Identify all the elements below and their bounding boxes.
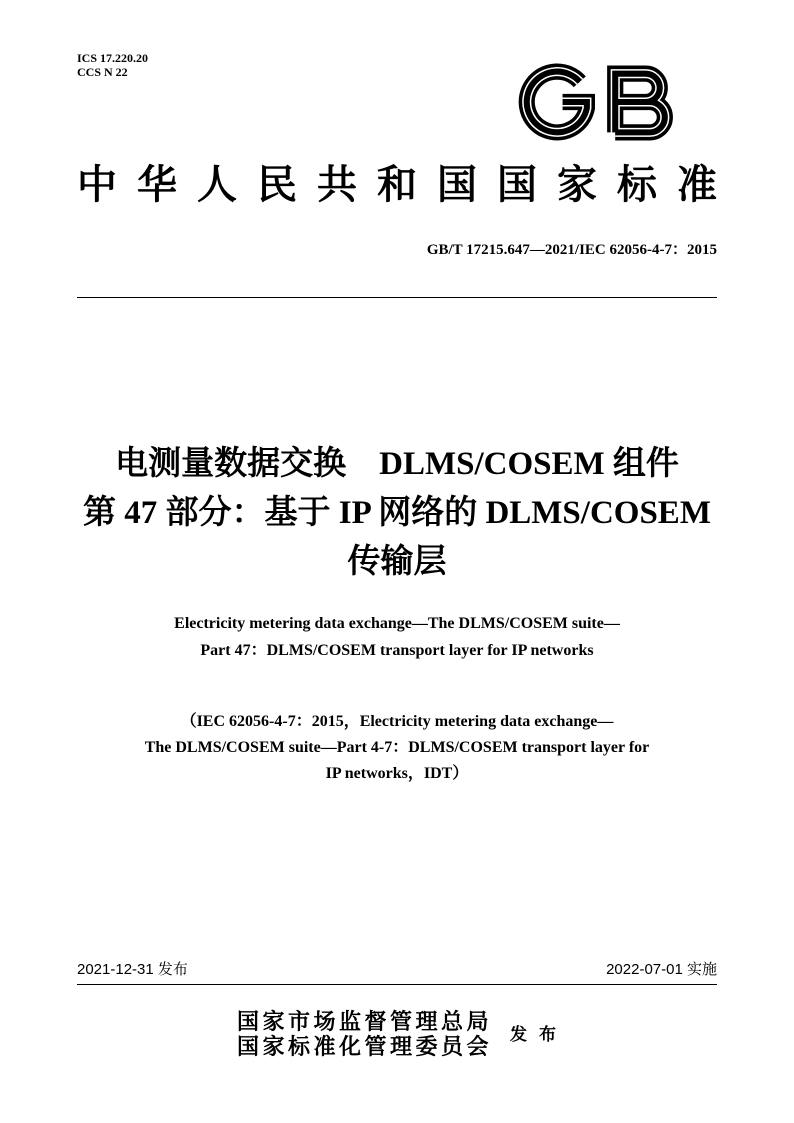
chinese-title xyxy=(0,440,794,587)
english-title-line: Electricity metering data exchange—The DLMS/COSEM suite— xyxy=(174,615,620,632)
issuer-sac: 国家标准化管理委员会 xyxy=(237,1034,493,1059)
chinese-title-line: 传输层 xyxy=(347,544,447,580)
standard-number: GB/T 17215.647—2021/IEC 62056-4-7：2015 xyxy=(426,242,717,258)
equivalence-line: The DLMS/COSEM suite—Part 4-7：DLMS/COSEM transport layer for xyxy=(144,739,650,756)
implementation-date: 2022-07-01 实施 xyxy=(606,961,717,978)
divider-top xyxy=(77,297,717,298)
standard-category-heading: 中华人民共和国国家标准 xyxy=(77,162,737,207)
iec-equivalence-note xyxy=(0,709,794,787)
english-title-line: Part 47：DLMS/COSEM transport layer for IP networks xyxy=(200,642,594,659)
ics-code: ICS 17.220.20 xyxy=(77,51,149,65)
chinese-title-line: 电测量数据交换 DLMS/COSEM 组件 xyxy=(115,446,679,482)
ccs-code: CCS N 22 xyxy=(77,65,128,79)
equivalence-line: （IEC 62056-4-7：2015，Electricity metering data exchange— xyxy=(180,713,614,730)
equivalence-line: IP networks，IDT） xyxy=(325,765,469,782)
chinese-title-line: 第 47 部分：基于 IP 网络的 DLMS/COSEM xyxy=(83,495,711,531)
issue-label: 发布 xyxy=(510,1025,568,1044)
publish-date: 2021-12-31 发布 xyxy=(77,961,188,978)
english-title xyxy=(0,610,794,664)
gb-logo-icon xyxy=(516,59,678,145)
divider-bottom xyxy=(77,984,717,985)
issuer-samr: 国家市场监督管理总局 xyxy=(237,1009,493,1034)
